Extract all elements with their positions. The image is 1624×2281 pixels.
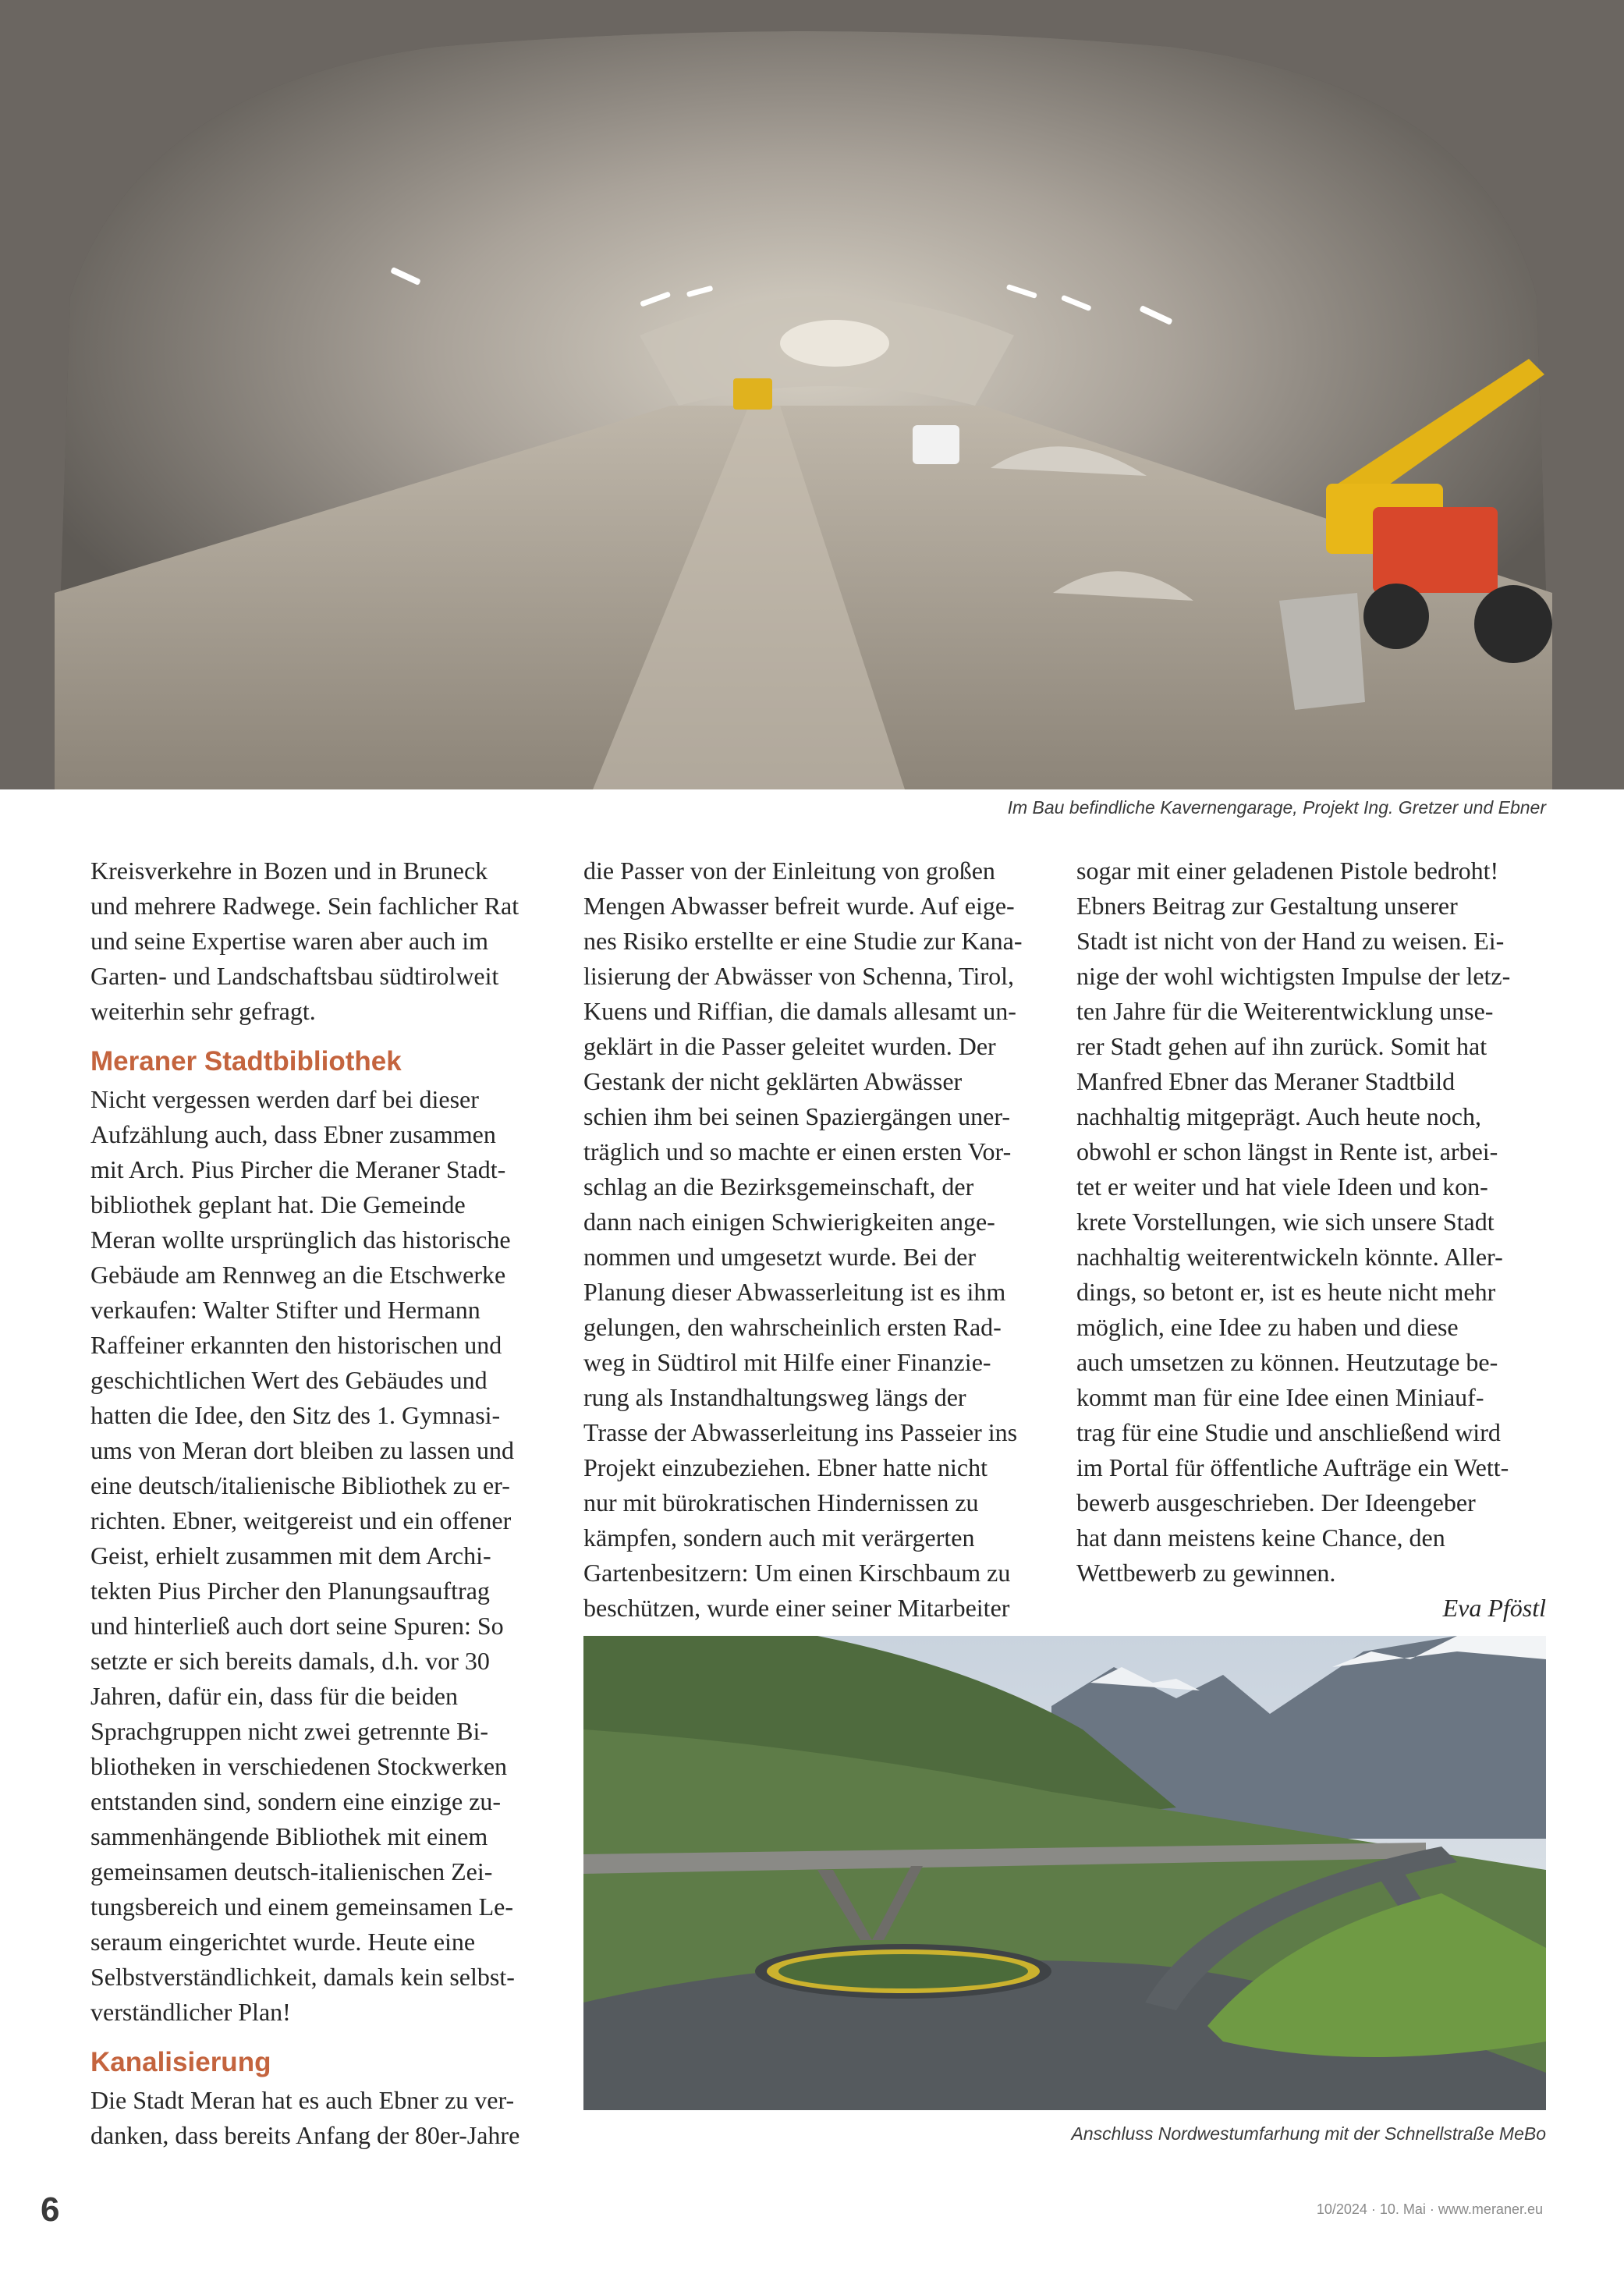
text-line: Manfred Ebner das Meraner Stadtbild [1076,1067,1456,1095]
section-heading-sewer: Kanalisierung [90,2047,271,2077]
text-line: tungsbereich und einem gemeinsamen Le- [90,1893,514,1921]
text-column-1 [90,853,555,2153]
text-line: richten. Ebner, weitgereist und ein offener [90,1506,512,1534]
text-line: nige der wohl wichtigsten Impulse der letz- [1076,962,1511,990]
text-line: Die Stadt Meran hat es auch Ebner zu ver- [90,2086,515,2114]
text-line: nachhaltig mitgeprägt. Auch heute noch, [1076,1102,1481,1130]
text-line: kämpfen, sondern auch mit verärgerten [583,1524,975,1552]
text-line: setzte er sich bereits damals, d.h. vor 30 [90,1647,490,1675]
text-line: nachhaltig weiterentwickeln könnte. Aller- [1076,1243,1503,1271]
text-line: Aufzählung auch, dass Ebner zusammen [90,1120,496,1148]
text-line: nes Risiko erstellte er eine Studie zur Kana- [583,927,1023,955]
text-line: hat dann meistens keine Chance, den [1076,1524,1445,1552]
road-junction-photo [583,1636,1546,2110]
text-line: im Portal für öffentliche Aufträge ein Wett- [1076,1453,1509,1481]
author-signature: Eva Pföstl [1442,1594,1546,1622]
text-line: bliotheken in verschiedenen Stockwerken [90,1752,508,1780]
text-line: Planung dieser Abwasserleitung ist es ihm [583,1278,1006,1306]
text-line: tet er weiter und hat viele Ideen und kon- [1076,1172,1488,1201]
text-line: schien ihm bei seinen Spaziergängen uner- [583,1102,1011,1130]
text-line: Geist, erhielt zusammen mit dem Archi- [90,1541,491,1570]
text-line: tekten Pius Pircher den Planungsauftrag [90,1577,490,1605]
text-line: seraum eingerichtet wurde. Heute eine [90,1928,476,1956]
text-line: gelungen, den wahrscheinlich ersten Rad- [583,1313,1002,1341]
text-line: trag für eine Studie und anschließend wird [1076,1418,1501,1446]
text-line: geschichtlichen Wert des Gebäudes und [90,1366,488,1394]
text-line: weiterhin sehr gefragt. [90,997,316,1025]
text-line: und seine Expertise waren aber auch im [90,927,489,955]
text-line: kommt man für eine Idee einen Miniauf- [1076,1383,1484,1411]
issue-footer: 10/2024 · 10. Mai · www.meraner.eu [1316,2201,1543,2217]
text-line: eine deutsch/italienische Bibliothek zu er- [90,1471,510,1499]
text-line: nommen und umgesetzt wurde. Bei der [583,1243,976,1271]
text-line: ums von Meran dort bleiben zu lassen und [90,1436,514,1464]
text-line: danken, dass bereits Anfang der 80er-Jahre [90,2121,520,2149]
text-line: Wettbewerb zu gewinnen. [1076,1559,1336,1587]
text-line: möglich, eine Idee zu haben und diese [1076,1313,1459,1341]
section-heading-library: Meraner Stadtbibliothek [90,1046,402,1077]
text-line: Sprachgruppen nicht zwei getrennte Bi- [90,1717,489,1745]
text-line: weg in Südtirol mit Hilfe einer Finanzie- [583,1348,991,1376]
text-line: Gestank der nicht geklärten Abwässer [583,1067,963,1095]
text-line: ten Jahre für die Weiterentwicklung unse- [1076,997,1494,1025]
text-line: hatten die Idee, den Sitz des 1. Gymnasi- [90,1401,501,1429]
text-line: Raffeiner erkannten den historischen und [90,1331,502,1359]
text-line: Stadt ist nicht von der Hand zu weisen. Ei- [1076,927,1505,955]
text-line: Trasse der Abwasserleitung ins Passeier ins [583,1418,1018,1446]
text-line: Ebners Beitrag zur Gestaltung unserer [1076,892,1458,920]
text-line: bibliothek geplant hat. Die Gemeinde [90,1190,466,1219]
text-line: Projekt einzubeziehen. Ebner hatte nicht [583,1453,988,1481]
bottom-photo-caption: Anschluss Nordwestumfarhung mit der Schnellstraße MeBo [1071,2123,1546,2144]
page-number: 6 [41,2191,60,2229]
text-line: Gebäude am Rennweg an die Etschwerke [90,1261,506,1289]
intro-paragraph [90,853,555,1029]
text-line: dings, so betont er, ist es heute nicht mehr [1076,1278,1496,1306]
text-line: sammenhängende Bibliothek mit einem [90,1822,488,1850]
text-line: Gartenbesitzern: Um einen Kirschbaum zu [583,1559,1011,1587]
text-line: verkaufen: Walter Stifter und Hermann [90,1296,480,1324]
text-line: lisierung der Abwässer von Schenna, Tirol, [583,962,1014,990]
cavern-garage-photo [0,0,1624,789]
text-line: gemeinsamen deutsch-italienischen Zei- [90,1857,493,1885]
text-line: auch umsetzen zu können. Heutzutage be- [1076,1348,1498,1376]
text-line: Garten- und Landschaftsbau südtirolweit [90,962,499,990]
text-line: Kreisverkehre in Bozen und in Bruneck [90,857,488,885]
text-line: entstanden sind, sondern eine einzige zu- [90,1787,502,1815]
text-line: und hinterließ auch dort seine Spuren: So [90,1612,504,1640]
text-line: Nicht vergessen werden darf bei dieser [90,1085,479,1113]
text-line: schlag an die Bezirksgemeinschaft, der [583,1172,974,1201]
text-line: Mengen Abwasser befreit wurde. Auf eige- [583,892,1015,920]
text-line: träglich und so machte er einen ersten Vor- [583,1137,1012,1165]
text-line: rer Stadt gehen auf ihn zurück. Somit hat [1076,1032,1487,1060]
text-line: Selbstverständlichkeit, damals kein selbst- [90,1963,515,1991]
text-line: Kuens und Riffian, die damals allesamt un- [583,997,1016,1025]
text-line: bewerb ausgeschrieben. Der Ideengeber [1076,1488,1476,1517]
text-line: obwohl er schon längst in Rente ist, arbei- [1076,1137,1498,1165]
text-line: nur mit bürokratischen Hindernissen zu [583,1488,979,1517]
text-column-3 [1076,853,1546,1626]
text-line: verständlicher Plan! [90,1998,291,2026]
text-line: geklärt in die Passer geleitet wurden. Der [583,1032,996,1060]
text-column-2 [583,853,1048,1626]
top-photo-caption: Im Bau befindliche Kavernengarage, Projekt Ing. Gretzer und Ebner [1007,797,1546,818]
text-line: Jahren, dafür ein, dass für die beiden [90,1682,458,1710]
sewer-paragraph [90,2083,555,2153]
text-line: beschützen, wurde einer seiner Mitarbeiter [583,1594,1010,1622]
text-line: dann nach einigen Schwierigkeiten ange- [583,1208,995,1236]
text-line: die Passer von der Einleitung von großen [583,857,995,885]
text-line: krete Vorstellungen, wie sich unsere Stadt [1076,1208,1495,1236]
text-line: Meran wollte ursprünglich das historische [90,1226,511,1254]
text-line: sogar mit einer geladenen Pistole bedroht! [1076,857,1499,885]
text-line: und mehrere Radwege. Sein fachlicher Rat [90,892,519,920]
library-paragraph [90,1082,555,2030]
text-line: mit Arch. Pius Pircher die Meraner Stadt- [90,1155,506,1183]
text-line: rung als Instandhaltungsweg längs der [583,1383,966,1411]
